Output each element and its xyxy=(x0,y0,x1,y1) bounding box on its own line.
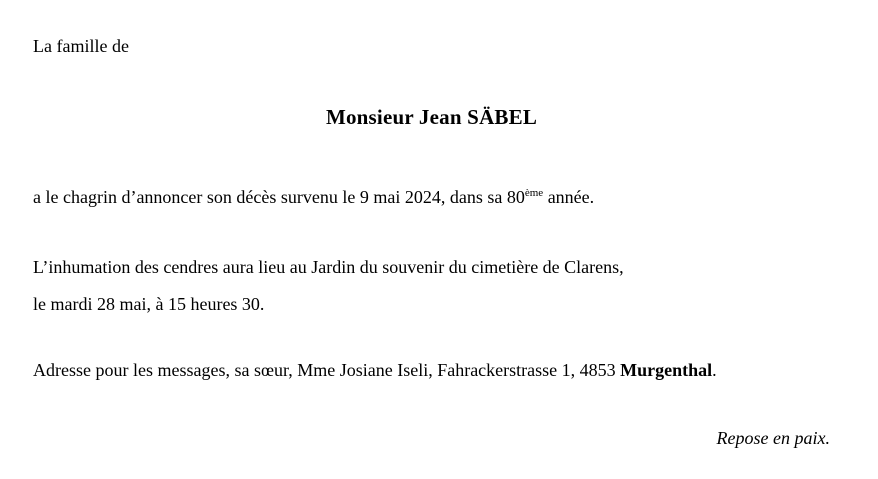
announcement-line xyxy=(33,187,830,208)
ceremony-line-2: le mardi 28 mai, à 15 heures 30. xyxy=(33,294,265,314)
address-period: . xyxy=(712,360,717,380)
ordinal-superscript: ème xyxy=(524,187,544,199)
ceremony-line-1: L’inhumation des cendres aura lieu au Jardin du souvenir du cimetière de Clarens, xyxy=(33,257,624,277)
announcement-text: a le chagrin d’annoncer son décès survenu le 9 mai 2024, dans sa 80 xyxy=(33,187,525,207)
deceased-name-title: Monsieur Jean SÄBEL xyxy=(325,105,538,129)
closing-line: Repose en paix. xyxy=(716,428,830,448)
address-line xyxy=(33,360,830,381)
address-city: Murgenthal xyxy=(620,360,713,380)
address-text: Adresse pour les messages, sa sœur, Mme Josiane Iseli, Fahrackerstrasse 1, 4853 xyxy=(33,360,621,380)
intro-line: La famille de xyxy=(33,36,129,56)
announcement-text-end: année. xyxy=(543,187,595,207)
